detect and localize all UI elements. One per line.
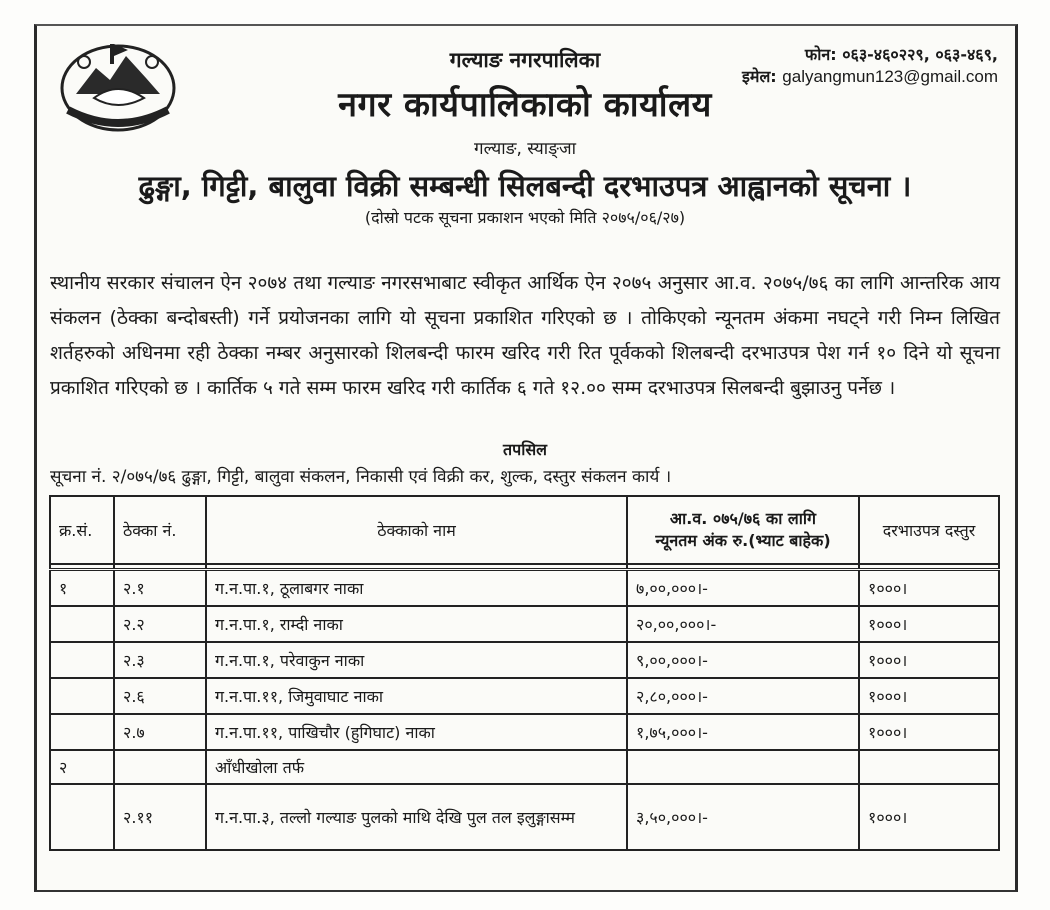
col-serial-header: क्र.सं.: [50, 496, 114, 564]
cell-serial: [50, 784, 114, 850]
cell-fee: १०००।: [859, 642, 999, 678]
cell-fee: १०००।: [859, 714, 999, 750]
min-amount-header-line2: न्यूनतम अंक रु.(भ्याट बाहेक): [655, 531, 831, 550]
cell-min-amount: १,७५,०००।-: [627, 714, 859, 750]
cell-min-amount: ९,००,०००।-: [627, 642, 859, 678]
cell-contract-no: २.११: [114, 784, 206, 850]
cell-contract-name: ग.न.पा.१, ठूलाबगर नाका: [206, 570, 627, 607]
col-fee-header: दरभाउपत्र दस्तुर: [859, 496, 999, 564]
cell-contract-no: २.६: [114, 678, 206, 714]
cell-min-amount: २,८०,०००।-: [627, 678, 859, 714]
notice-number-line: सूचना नं. २/०७५/७६ ढुङ्गा, गिट्टी, बालुवा संकलन, निकासी एवं विक्री कर, शुल्क, दस्तुर संकलन कार्य ।: [50, 467, 672, 487]
cell-serial: १: [50, 570, 114, 607]
cell-fee: १०००।: [859, 570, 999, 607]
table-row: [50, 678, 999, 714]
email-label: इमेल:: [742, 67, 777, 86]
office-title: नगर कार्यपालिकाको कार्यालय: [338, 85, 712, 125]
details-heading: तपसिल: [502, 440, 548, 459]
cell-serial: [50, 606, 114, 642]
notice-body: स्थानीय सरकार संचालन ऐन २०७४ तथा गल्याङ नगरसभाबाट स्वीकृत आर्थिक ऐन २०७५ अनुसार आ.व. २०७५/७६ का लागि आन्तरिक आय संकलन (ठेक्का बन्दोबस्ती) गर्ने प्रयोजनका लागि यो सूचना प्रकाशित गरिएको छ । तोकिएको न्यूनतम अंकमा नघट्ने गरी निम्न लिखित शर्तहरुको अधिनमा रही ठेक्का नम्बर अनुसारको शिलबन्दी फारम खरिद गरी रित पूर्वकको शिलबन्दी दरभाउपत्र पेश गर्न १० दिने यो सूचना प्रकाशित गरिएको छ । कार्तिक ५ गते सम्म फारम खरिद गरी कार्तिक ६ गते १२.०० सम्म दरभाउपत्र सिलबन्दी बुझाउनु पर्नेछ ।: [50, 272, 1000, 399]
cell-fee: १०००।: [859, 784, 999, 850]
table-row: [50, 606, 999, 642]
notice-subtitle: (दोस्रो पटक सूचना प्रकाशन भएको मिति २०७५/०६/२७): [364, 208, 686, 227]
cell-fee: १०००।: [859, 606, 999, 642]
cell-contract-name: ग.न.पा.११, पाखिचौर (हुगिघाट) नाका: [206, 714, 627, 750]
cell-contract-name: ग.न.पा.१, राम्दी नाका: [206, 606, 627, 642]
cell-contract-name: ग.न.पा.१, परेवाकुन नाका: [206, 642, 627, 678]
email-address: galyangmun123@gmail.com: [782, 67, 998, 86]
cell-serial: [50, 642, 114, 678]
cell-contract-no: २.१: [114, 570, 206, 607]
col-min-amount-header: [627, 496, 859, 564]
table-row: [50, 784, 999, 850]
cell-contract-no: २.२: [114, 606, 206, 642]
cell-contract-name: ग.न.पा.११, जिमुवाघाट नाका: [206, 678, 627, 714]
cell-contract-name: ग.न.पा.३, तल्लो गल्याङ पुलको माथि देखि पुल तल इलुङ्गासम्म: [206, 784, 627, 850]
cell-contract-no: २.३: [114, 642, 206, 678]
cell-min-amount: २०,००,०००।-: [627, 606, 859, 642]
cell-fee: १०००।: [859, 678, 999, 714]
contract-table: [49, 495, 1000, 851]
cell-serial: २: [50, 750, 114, 784]
min-amount-header-line1: आ.व. ०७५/७६ का लागि: [669, 509, 817, 528]
cell-min-amount: ७,००,०००।-: [627, 570, 859, 607]
phone-text: फोन: ०६३-४६०२२९, ०६३-४६९,: [804, 45, 998, 64]
table-group-row: [50, 750, 999, 784]
cell-contract-no: [114, 750, 206, 784]
municipality-name: गल्याङ नगरपालिका: [449, 48, 601, 72]
table-row: [50, 570, 999, 607]
cell-serial: [50, 714, 114, 750]
office-location: गल्याङ, स्याङ्जा: [474, 139, 576, 159]
cell-min-amount: ३,५०,०००।-: [627, 784, 859, 850]
table-row: [50, 642, 999, 678]
cell-serial: [50, 678, 114, 714]
cell-min-amount: [627, 750, 859, 784]
table-row: [50, 714, 999, 750]
col-contract-name-header: ठेक्काको नाम: [206, 496, 627, 564]
contact-block: [742, 44, 998, 88]
col-contract-no-header: ठेक्का नं.: [114, 496, 206, 564]
cell-contract-no: २.७: [114, 714, 206, 750]
notice-title: ढुङ्गा, गिट्टी, बालुवा विक्री सम्बन्धी सिलबन्दी दरभाउपत्र आह्वानको सूचना ।: [138, 169, 912, 203]
cell-fee: [859, 750, 999, 784]
cell-group-label: आँधीखोला तर्फ: [206, 750, 627, 784]
table-header-row: [50, 496, 999, 564]
